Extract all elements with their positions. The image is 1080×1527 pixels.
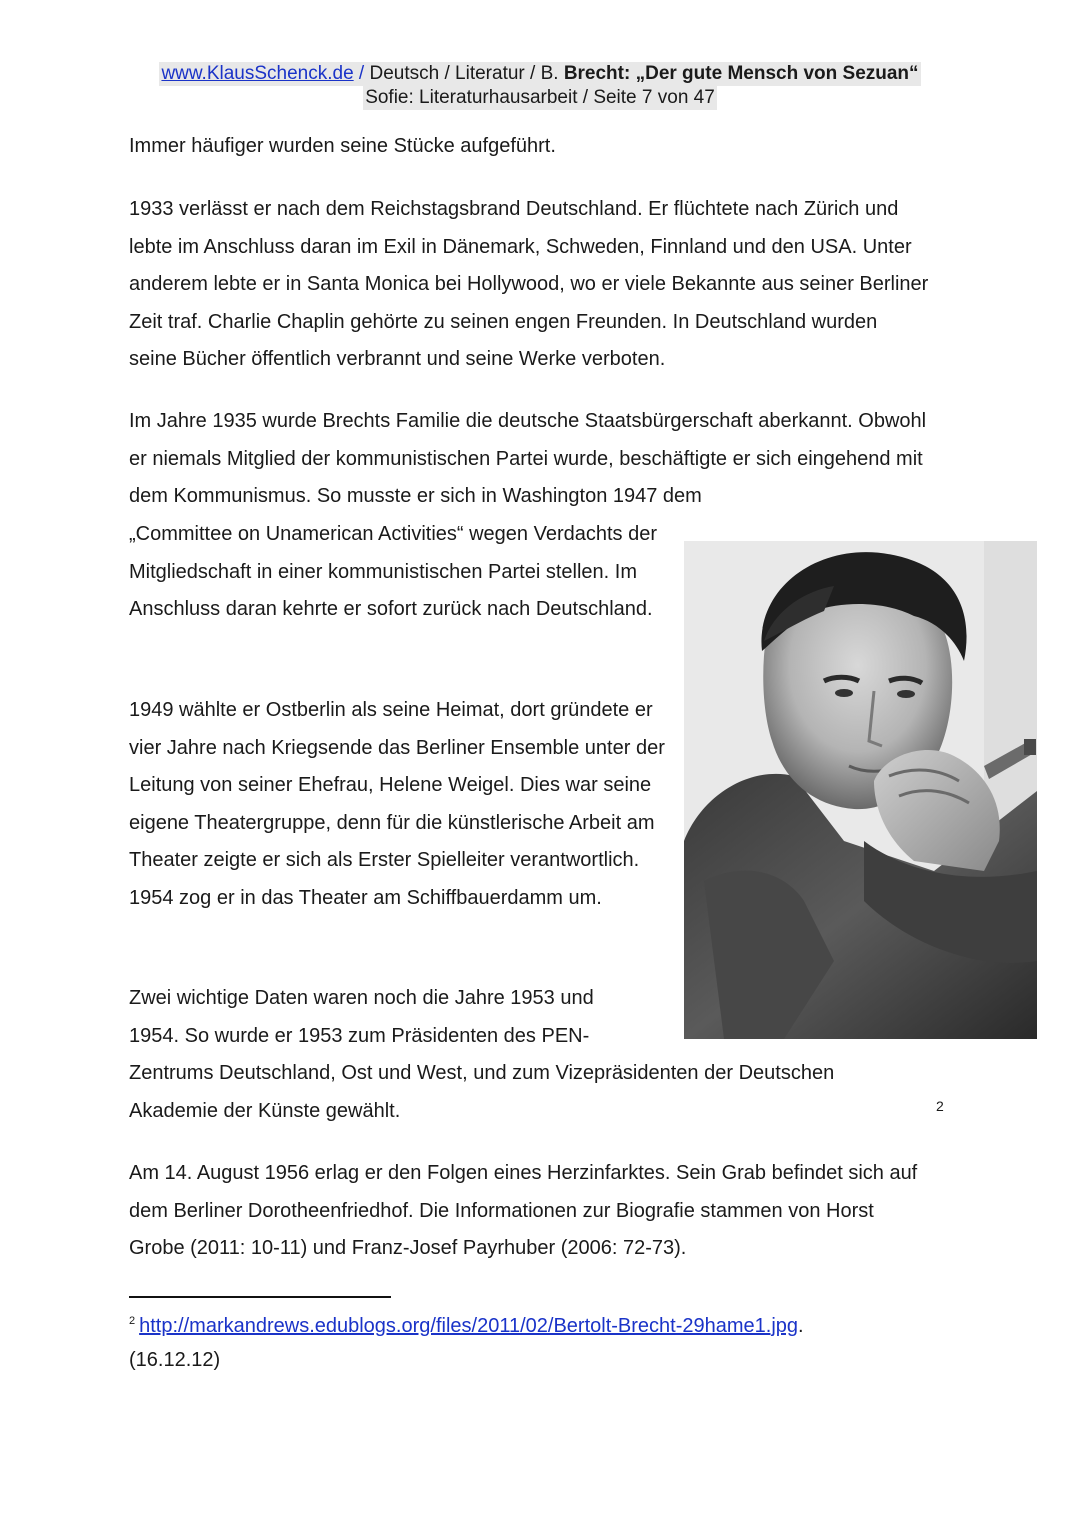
footnote-period: . xyxy=(798,1315,804,1337)
footnote-marker: 2 xyxy=(129,1315,136,1327)
header-line-1 xyxy=(159,62,920,86)
portrait-photo xyxy=(684,541,1037,1039)
footnote xyxy=(129,1304,804,1377)
header-slash: / xyxy=(353,63,370,84)
footnote-date: (16.12.12) xyxy=(129,1349,221,1371)
paragraph-4: 1949 wählte er Ostberlin als seine Heimat, dort gründete er vier Jahre nach Kriegsende das Berliner Ensemble unter der Leitung von seiner Ehefrau, Helene Weigel. Dies war seine eigene Theatergruppe, denn für die künstlerische Arbeit am Theater zeigte er sich als Erster Spielleiter verantwortlich. 1954 zog er in das Theater am Schiffbauerdamm um. xyxy=(129,699,665,909)
paragraph-3b: „Committee on Unamerican Activities“ wegen Verdachts der Mitgliedschaft in einer kommunistischen Partei stellen. Im Anschluss daran kehrte er sofort zurück nach Deutschland. xyxy=(129,523,658,621)
paragraph-5a: Zwei wichtige Daten waren noch die Jahre 1953 und 1954. So wurde er 1953 zum Präsidenten des PEN- xyxy=(129,987,594,1047)
paragraph-2: 1933 verlässt er nach dem Reichstagsbrand Deutschland. Er flüchtete nach Zürich und lebte im Anschluss daran im Exil in Dänemark, Schweden, Finnland und den USA. Unter anderem lebte er in Santa Monica bei Hollywood, wo er viele Bekannte aus seiner Berliner Zeit traf. Charlie Chaplin gehörte zu seinen engen Freunden. In Deutschland wurden seine Bücher öffentlich verbrannt und seine Werke verboten. xyxy=(129,198,929,371)
header-line-2: Sofie: Literaturhausarbeit / Seite 7 von 47 xyxy=(365,87,715,108)
footnote-divider xyxy=(129,1296,391,1298)
paragraph-3a: Im Jahre 1935 wurde Brechts Familie die deutsche Staatsbürgerschaft aberkannt. Obwohl er niemals Mitglied der kommunistischen Partei wurde, beschäftigte er sich eingehend mit dem Kommunismus. So musste er sich in Washington 1947 dem xyxy=(129,410,927,508)
paragraph-6: Am 14. August 1956 erlag er den Folgen eines Herzinfarktes. Sein Grab befindet sich auf dem Berliner Dorotheenfriedhof. Die Informationen zur Biografie stammen von Horst Grobe (2011: 10-11) und Franz-Josef Payrhuber (2006: 72-73). xyxy=(129,1162,918,1260)
page-header xyxy=(0,62,1080,110)
site-link[interactable]: www.KlausSchenck.de xyxy=(161,63,354,84)
header-title: Brecht: „Der gute Mensch von Sezuan“ xyxy=(563,63,919,84)
page-number: 2 xyxy=(936,1098,944,1114)
header-path: Deutsch / Literatur / B. xyxy=(369,63,564,84)
paragraph-1: Immer häufiger wurden seine Stücke aufgeführt. xyxy=(129,135,556,157)
paragraph-5b: Zentrums Deutschland, Ost und West, und zum Vizepräsidenten der Deutschen Akademie der Künste gewählt. xyxy=(129,1062,835,1122)
footnote-link[interactable]: http://markandrews.edublogs.org/files/2011/02/Bertolt-Brecht-29hame1.jpg xyxy=(139,1315,799,1337)
